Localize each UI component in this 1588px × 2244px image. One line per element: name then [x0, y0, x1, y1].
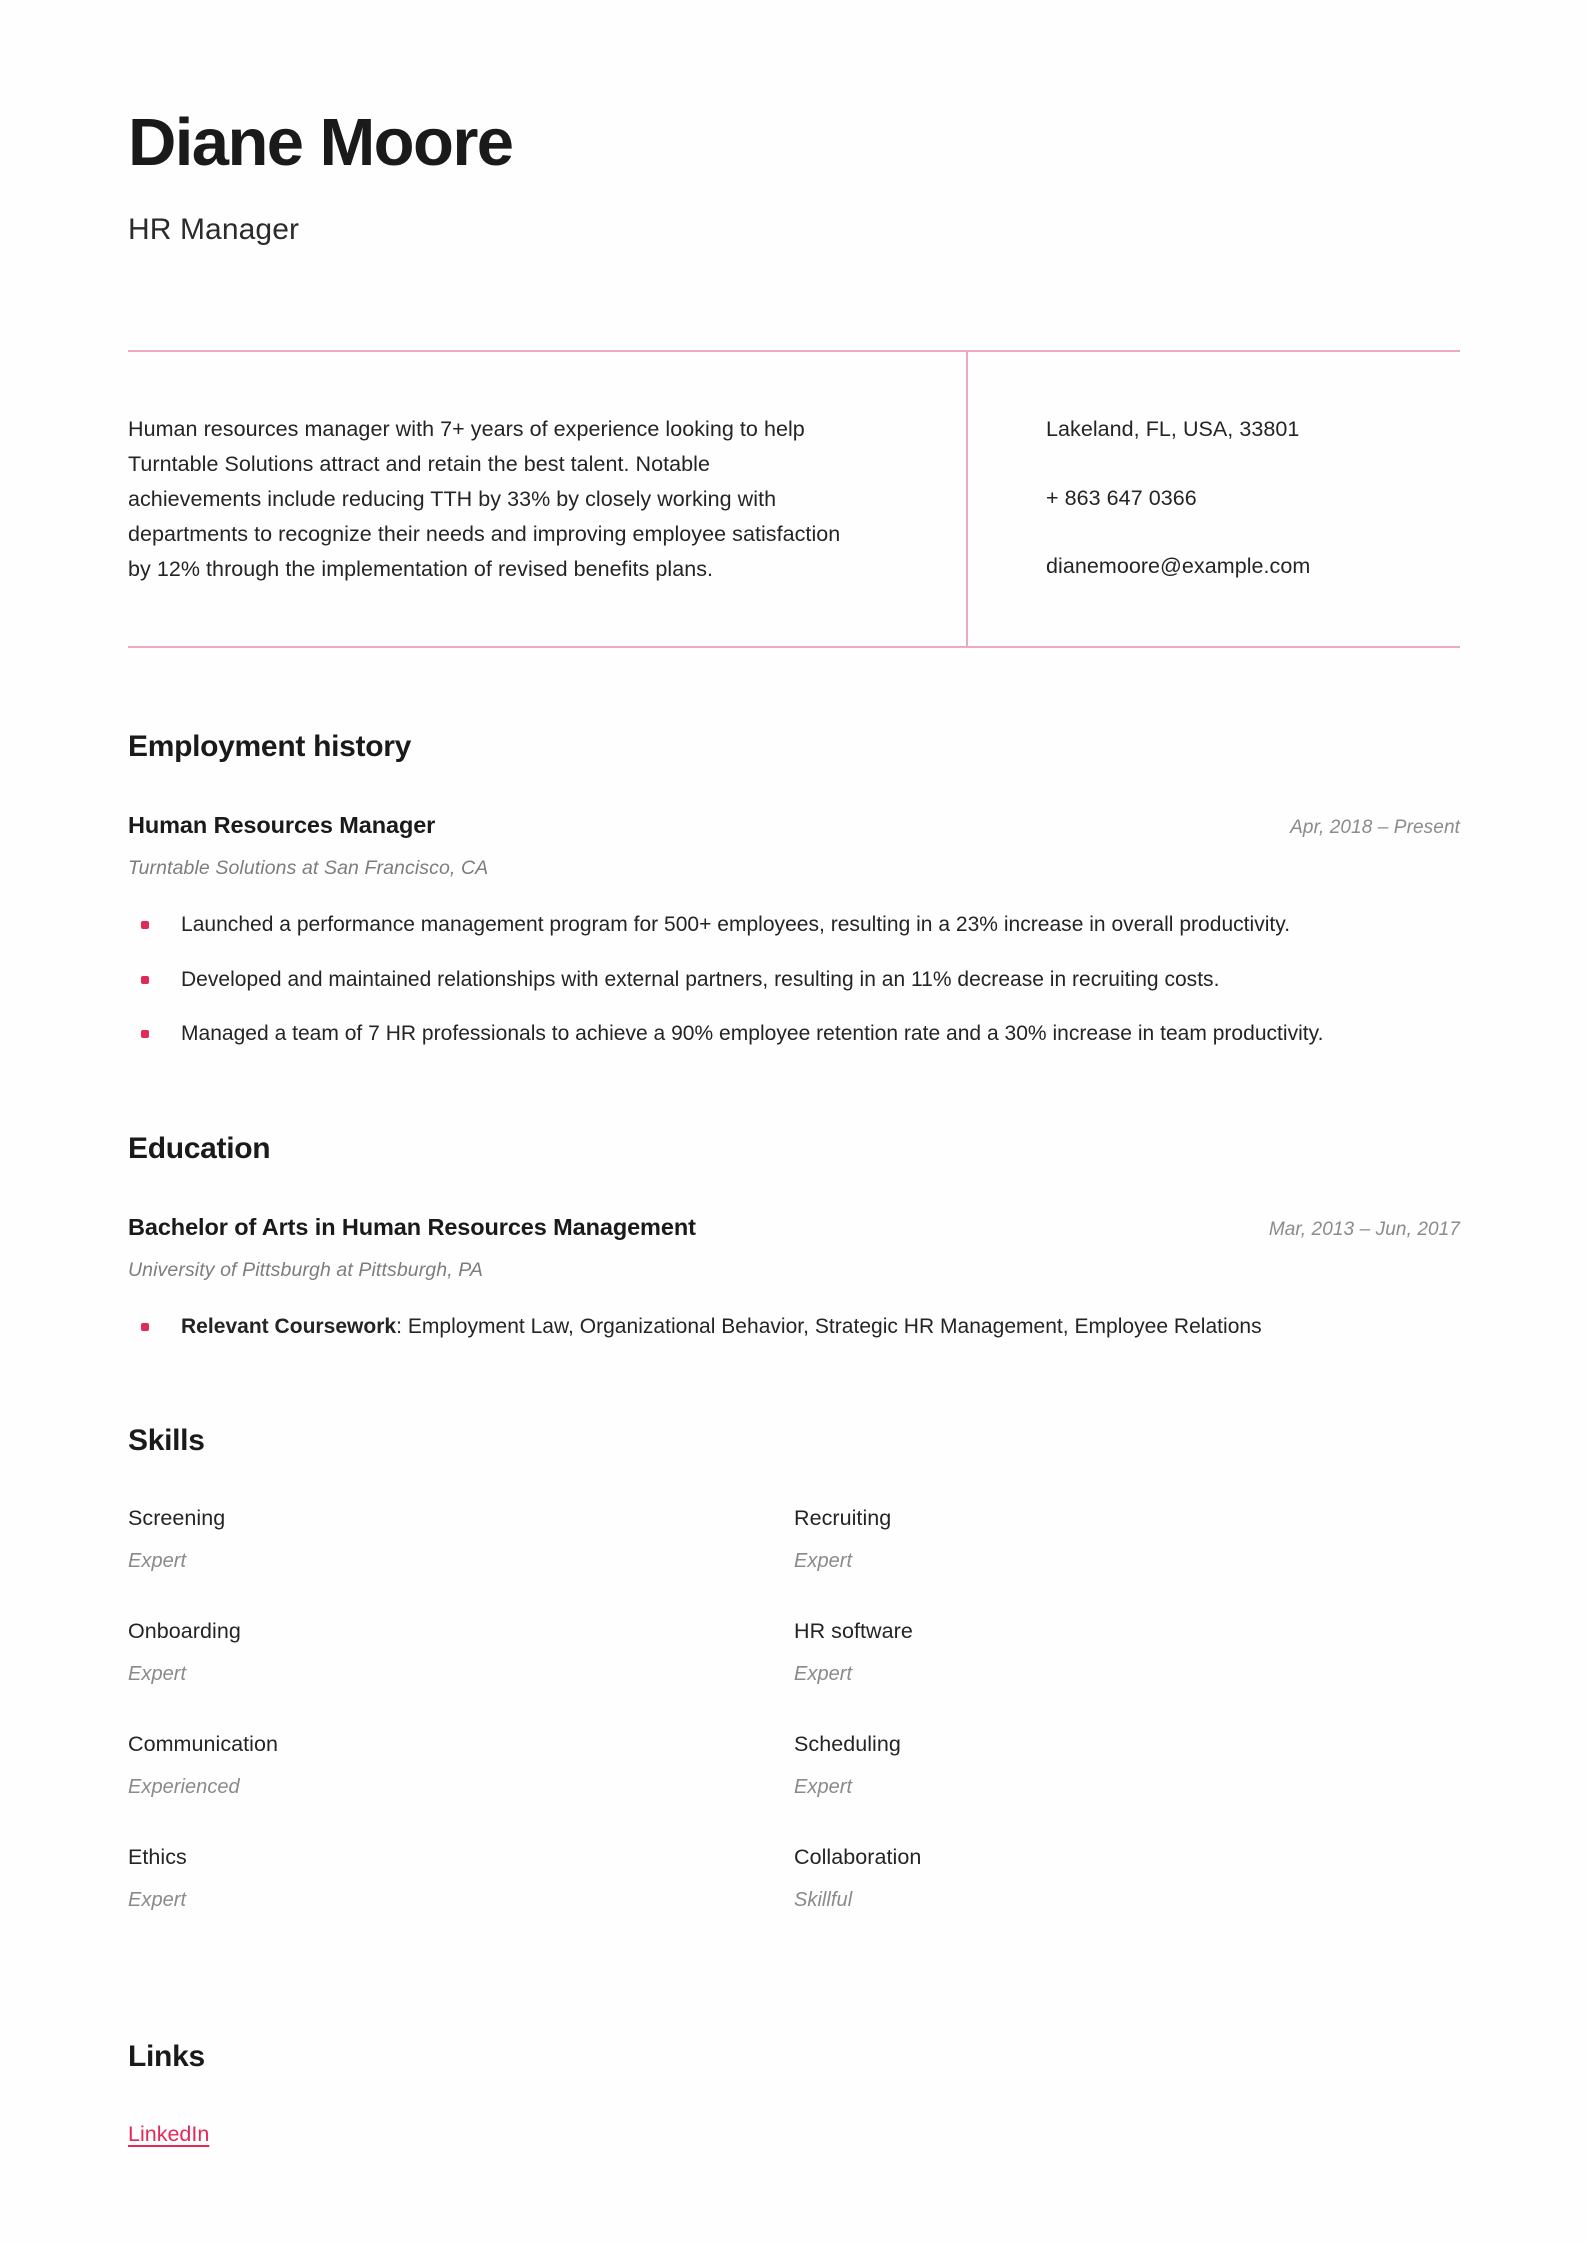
employment-bullet: Launched a performance management program for 500+ employees, resulting in a 23% increase in overall productivity. — [128, 910, 1460, 940]
section-employment-history — [128, 730, 1460, 1049]
header-divider-bottom — [128, 646, 1460, 648]
skill-name: Scheduling — [794, 1732, 901, 1757]
employment-entry-company: Turntable Solutions at San Francisco, CA — [128, 857, 489, 880]
employment-entry-date: Apr, 2018 – Present — [1290, 817, 1460, 839]
education-entry-title: Bachelor of Arts in Human Resources Management — [128, 1213, 696, 1240]
skill-level: Expert — [794, 1550, 853, 1573]
employment-section-title: Employment history — [128, 730, 411, 764]
resume-header — [128, 0, 1460, 247]
employment-bullet-list — [128, 910, 1460, 1049]
skill-name: Screening — [128, 1506, 226, 1531]
skill-item — [128, 1732, 794, 1799]
candidate-job-title: HR Manager — [128, 213, 300, 247]
skill-name: Collaboration — [794, 1845, 922, 1870]
skill-name: Communication — [128, 1732, 279, 1757]
employment-bullet: Developed and maintained relationships with external partners, resulting in an 11% decrease in recruiting costs. — [128, 965, 1460, 995]
education-bullet-list — [128, 1312, 1460, 1342]
skill-item — [794, 1845, 1460, 1912]
skills-section-title: Skills — [128, 1424, 205, 1458]
education-bullet — [128, 1312, 1460, 1342]
skill-item — [794, 1732, 1460, 1799]
skill-level: Expert — [794, 1663, 853, 1686]
candidate-name: Diane Moore — [128, 105, 513, 180]
contact-phone: + 863 647 0366 — [1046, 485, 1197, 510]
employment-bullet: Managed a team of 7 HR professionals to achieve a 90% employee retention rate and a 30% increase in team productivity. — [128, 1019, 1460, 1049]
skill-name: Ethics — [128, 1845, 187, 1870]
skill-level: Expert — [128, 1663, 187, 1686]
skill-name: HR software — [794, 1619, 913, 1644]
link-linkedin[interactable]: LinkedIn — [128, 2122, 210, 2147]
links-section-title: Links — [128, 2040, 205, 2074]
employment-entry-title: Human Resources Manager — [128, 812, 436, 839]
skill-item — [128, 1506, 794, 1573]
section-education — [128, 1132, 1460, 1342]
skill-level: Expert — [794, 1776, 853, 1799]
skill-name: Onboarding — [128, 1619, 241, 1644]
skill-item — [794, 1506, 1460, 1573]
skill-level: Experienced — [128, 1776, 240, 1799]
contact-email: dianemoore@example.com — [1046, 554, 1311, 579]
contact-location: Lakeland, FL, USA, 33801 — [1046, 417, 1300, 442]
coursework-label: Relevant Coursework — [181, 1314, 397, 1338]
contact-column — [968, 352, 1460, 646]
skill-level: Expert — [128, 1889, 187, 1912]
skill-item — [128, 1619, 794, 1686]
education-entry — [128, 1214, 1460, 1342]
section-links — [128, 2040, 1460, 2147]
skill-level: Skillful — [794, 1889, 853, 1912]
profile-summary: Human resources manager with 7+ years of experience looking to help Turntable Solutions attract and retain the best talent. Notable achievements include reducing TTH by 33% by closely working with departments to recognize their needs and improving employee satisfaction by 12% through the implementation of revised benefits plans. — [128, 417, 841, 581]
summary-column — [128, 352, 966, 646]
skill-item — [128, 1845, 794, 1912]
employment-entry-head — [128, 812, 1460, 839]
education-section-title: Education — [128, 1131, 271, 1165]
skill-level: Expert — [128, 1550, 187, 1573]
intro-block — [128, 352, 1460, 646]
section-skills — [128, 1424, 1460, 1958]
education-entry-head — [128, 1214, 1460, 1241]
education-entry-school: University of Pittsburgh at Pittsburgh, PA — [128, 1258, 483, 1281]
skills-grid — [128, 1506, 1460, 1958]
employment-entry — [128, 812, 1460, 1049]
skill-name: Recruiting — [794, 1506, 892, 1531]
skill-item — [794, 1619, 1460, 1686]
coursework-text: : Employment Law, Organizational Behavior, Strategic HR Management, Employee Relations — [396, 1314, 1262, 1338]
education-entry-date: Mar, 2013 – Jun, 2017 — [1268, 1218, 1460, 1240]
